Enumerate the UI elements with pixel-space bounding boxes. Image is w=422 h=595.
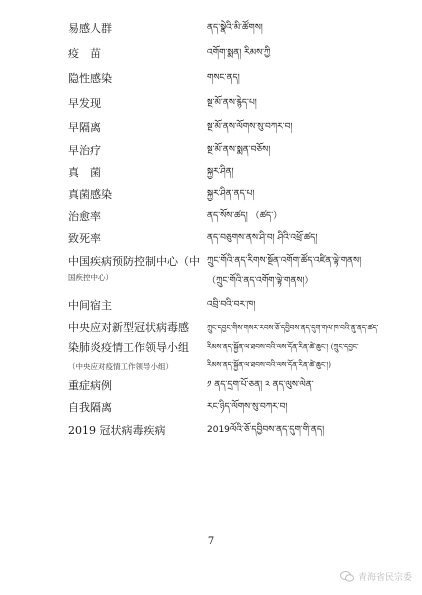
term-chinese: 疫 苗 [68,47,101,60]
page-number: 7 [207,536,215,547]
term-tibetan: སྐྱར་ཤིན། [207,167,234,177]
term-chinese-abbrev: （中央应对疫情工作领导小组） [68,362,173,371]
term-chinese: 早隔离 [68,121,101,134]
watermark [340,570,412,583]
term-chinese: 早治疗 [68,144,101,157]
term-tibetan: ནད་བཅུགས་ནས་ཤི་བ། ཤིའི་འཕྲོ་ཚད། [207,233,318,243]
term-tibetan-abbrev: （ཀྲུང་གོའི་ནད་འགོག་ལྟེ་གནས།） [207,276,314,286]
term-tibetan-line3: རིམས་ནད་སྐྱོན་ལ་ཐབས་བའི་ལས་དོན་རིན་ཚེ་ཆུང་།) [207,360,332,369]
term-chinese-abbrev: 国疾控中心） [68,273,113,282]
term-chinese: 真 菌 [68,166,101,179]
term-chinese: 中央应对新型冠状病毒感 [68,321,189,334]
term-chinese: 致死率 [68,232,101,245]
term-tibetan: འབྲི་བའི་བར་ཁ། [207,300,256,310]
term-tibetan: འགོག་སྨན། རིམས་ཀྱི [207,48,271,58]
term-chinese: 易感人群 [68,22,112,35]
term-tibetan: སྔ་མོ་ནས་སྨན་བཅོས། [207,145,271,155]
term-chinese: 治愈率 [68,210,101,223]
term-chinese: 真菌感染 [68,188,112,201]
term-tibetan: རང་ཉིད་ལོགས་སུ་བཀར་བ། [207,402,288,412]
term-tibetan: སྔ་མོ་ནས་རྙེད་པ། [207,98,257,108]
term-chinese: 2019 冠状病毒疾病 [68,424,166,437]
term-chinese: 自我隔离 [68,401,112,414]
term-tibetan: 2019ལོའི་ཅོ་དབྱིབས་ནད་དུག་གི་ནད། [207,425,325,435]
term-tibetan: ༡ ནད་དྲག་པོ་ཅན། ༢ ནད་ལུས་ལེན་ [207,380,314,390]
term-tibetan: ཀྲུང་གོའི་ནད་རིགས་སྔོན་འགོག་ཚོད་འཛིན་ལྟེ་གནས། [207,256,362,266]
wechat-icon [340,571,354,582]
term-tibetan-line2: རིམས་ནད་སྐྱོན་ལ་ཐབས་བའི་ལས་དོན་རིན་ཚེ་ཆུང་། (ཀྲུང་དབྱང་ [207,342,359,351]
term-chinese: 中间宿主 [68,299,112,312]
term-chinese: 隐性感染 [68,72,112,85]
term-tibetan: ནད་སོས་ཚད། （ཚད་） [207,211,283,221]
term-chinese: 重症病例 [68,379,112,392]
term-chinese: 中国疾病预防控制中心（中 [68,255,200,268]
term-tibetan: སྔ་མོ་ནས་ལོགས་སུ་བཀར་བ། [207,122,293,132]
term-tibetan: སྐྱར་ཤིན་ནད་པ། [207,189,255,199]
term-tibetan: ཀྲུང་དབྱང་གིས་གསར་རབས་ཅོ་དབྱིབས་ནད་དུག་གལ་ཁ་བའི་ནུ་ནད་ཚད་ [207,323,379,332]
watermark-text: 青海省民宗委 [357,573,412,583]
term-chinese-line2: 染肺炎疫情工作领导小组 [68,341,189,354]
term-tibetan: གསང་ནད། [207,73,240,83]
term-tibetan: ནད་སྣེའི་མི་ཚོགས། [207,23,263,33]
term-chinese: 早发现 [68,97,101,110]
